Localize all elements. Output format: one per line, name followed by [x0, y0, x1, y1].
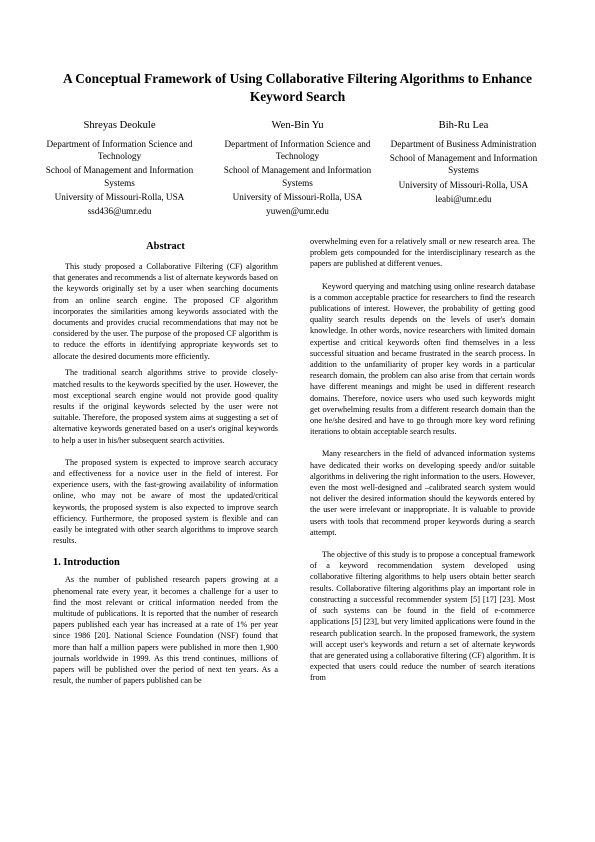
author-block-1 [32, 119, 207, 217]
author-school: School of Management and Information Systems [223, 165, 372, 188]
author-school: School of Management and Information Systems [389, 153, 538, 176]
author-department: Department of Business Administration [390, 139, 537, 149]
author-university: University of Missouri-Rolla, USA [398, 179, 529, 190]
author-block-3 [376, 119, 551, 205]
introduction-paragraph-3: Many researchers in the field of advanced information systems have dedicated their works on developing speedy and/or suitable algorithms in delivering the right information to the users. However, even the most well-designed and –calibrated search system would not deliver the desired information should the keywords entered by the user were irrelevant or inappropriate. It is valuable to provide users with tools that recommend proper keywords during a search attempt. [310, 449, 535, 537]
author-name: Shreyas Deokule [83, 120, 156, 131]
paper-title: A Conceptual Framework of Using Collaborative Filtering Algorithms to Enhance Keyword Search [62, 71, 533, 104]
author-block-2 [210, 119, 385, 217]
right-column [310, 236, 535, 689]
introduction-paragraph-1: As the number of published research papers growing at a phenomenal rate every year, it becomes a challenge for a user to find the most relevant or critical information needed from the multitude of publications. It is reported that the number of research papers published each year has increased at a rate of 1% per year since 1986 [20]. National Science Foundation (NSF) found that more than half a million papers were published in more then 1,900 journals worldwide in 1999. As this trend continues, millions of papers will be published over the period of next ten years. As a result, the number of papers published can be [53, 575, 278, 686]
author-email: yuwen@umr.edu [266, 206, 329, 217]
abstract-heading: Abstract [146, 241, 185, 252]
introduction-paragraph-2: Keyword querying and matching using online research database is a common acceptable practice for researchers to find the research publications of interest. However, the probability of getting good quality search results depends on the levels of user's domain knowledge. In other words, novice researchers with limited domain expertise and critical keywords often find themselves in a less successful situation and became frustrated in the search process. In addition to the unfamiliarity of proper key words in a particular research domain, the problem can also arise from that certain words have different meanings and might be used in different research domains. Therefore, novice users who used such keywords might get overwhelming results from a different research domain than the one he/she desired and have to go through more key word refining iterations to obtain acceptable search results. [310, 281, 535, 437]
author-name: Bih-Ru Lea [438, 120, 489, 131]
author-school: School of Management and Information Systems [45, 165, 194, 188]
author-email: leabi@umr.edu [435, 193, 492, 204]
introduction-heading: 1. Introduction [53, 557, 120, 569]
author-email: ssd436@umr.edu [87, 206, 152, 217]
left-column [53, 236, 278, 692]
abstract-paragraph-2: The traditional search algorithms strive to provide closely-matched results to the keywords specified by the user. However, the most exceptional search engine would not provide good quality results if the original keywords selected by the user were not suitable. Therefore, the proposed system aims at suggesting a set of alternative keywords generated based on a user's original keywords to help a user in his/her subsequent search activities. [53, 368, 278, 445]
abstract-paragraph-1: This study proposed a Collaborative Filtering (CF) algorithm that generates and recommends a list of alternate keywords based on the keywords originally set by a user when searching documents from an online search engine. The proposed CF algorithm incorporates the similarities among keywords associated with the documents and provides crucial recommendations that may not be considered by the user. The purpose of the proposed CF algorithm is to reduce the efforts in identifying appropriate keywords set to allocate the desired documents more efficiently. [53, 262, 278, 361]
author-department: Department of Information Science and Technology [46, 139, 193, 162]
introduction-paragraph-4: The objective of this study is to propose a conceptual framework of a keyword recommendation system developed using collaborative filtering algorithms to help users obtain better search results. Collaborative filtering algorithms play an important role in constructing a successful recommender system [5] [17] [23]. Most of such systems can be found in the field of e-commerce applications [5] [23], but very limited applications were found in the research publication search. In the proposed framework, the system will accept user's keywords and return a set of alternate keywords that are generated using a collaborative filtering (CF) algorithm. It is expected that users could reduce the number of search iterations from [310, 550, 535, 683]
author-name: Wen-Bin Yu [271, 120, 324, 131]
author-department: Department of Information Science and Technology [224, 139, 371, 162]
author-university: University of Missouri-Rolla, USA [232, 191, 363, 202]
author-university: University of Missouri-Rolla, USA [54, 191, 185, 202]
introduction-paragraph-continued: overwhelming even for a relatively small or new research area. The problem gets compounded for the interdisciplinary research as the papers are published at different venues. [310, 237, 535, 269]
abstract-paragraph-3: The proposed system is expected to improve search accuracy and effectiveness for a novice user in the field of interest. For experience users, with the fast-growing availability of information online, who may not be aware of most the updated/critical keywords, the proposed system is also expected to improve search efficiency. Furthermore, the proposed system is flexible and can easily be integrated with other search algorithms to improve search results. [53, 457, 278, 546]
